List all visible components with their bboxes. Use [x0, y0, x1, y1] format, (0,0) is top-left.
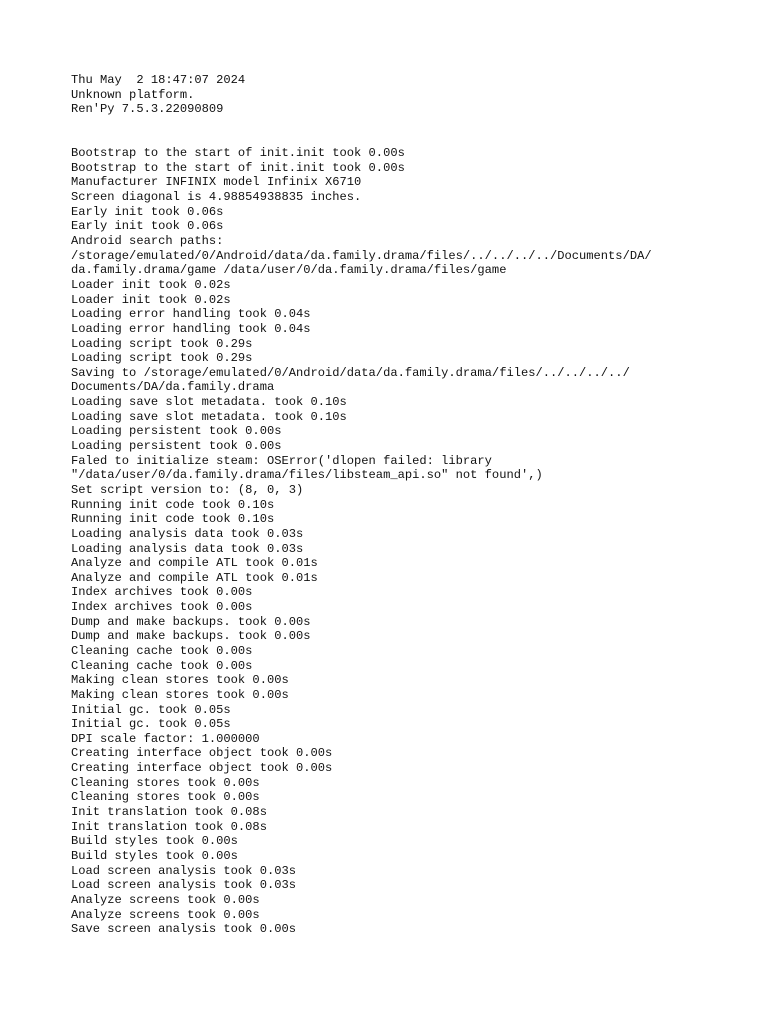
- log-line: Android search paths:: [71, 234, 224, 249]
- log-line: Ren'Py 7.5.3.22090809: [71, 102, 224, 117]
- log-line: Cleaning stores took 0.00s: [71, 775, 260, 790]
- log-line: Set script version to: (8, 0, 3): [71, 482, 304, 497]
- log-line: Loading analysis data took 0.03s: [71, 541, 304, 556]
- log-line: Initial gc. took 0.05s: [71, 717, 231, 732]
- log-line: Cleaning cache took 0.00s: [71, 658, 253, 673]
- log-line: Running init code took 0.10s: [71, 497, 275, 512]
- log-line: "/data/user/0/da.family.drama/files/libsteam_api.so" not found',): [71, 468, 543, 483]
- log-line: Creating interface object took 0.00s: [71, 746, 333, 761]
- log-line: Analyze screens took 0.00s: [71, 907, 260, 922]
- log-line: Bootstrap to the start of init.init took 0.00s: [71, 160, 405, 175]
- log-line: Loader init took 0.02s: [71, 277, 231, 292]
- log-line: Bootstrap to the start of init.init took 0.00s: [71, 146, 405, 161]
- log-line: Save screen analysis took 0.00s: [71, 922, 296, 937]
- log-line: Index archives took 0.00s: [71, 600, 253, 615]
- log-line: Loading save slot metadata. took 0.10s: [71, 395, 347, 410]
- log-line: Loading error handling took 0.04s: [71, 307, 311, 322]
- log-line: Dump and make backups. took 0.00s: [71, 614, 311, 629]
- log-line: DPI scale factor: 1.000000: [71, 731, 260, 746]
- log-line: Saving to /storage/emulated/0/Android/data/da.family.drama/files/../../../../: [71, 365, 630, 380]
- log-line: Making clean stores took 0.00s: [71, 687, 289, 702]
- log-line: Loading persistent took 0.00s: [71, 424, 282, 439]
- log-line: Load screen analysis took 0.03s: [71, 878, 296, 893]
- log-line: Initial gc. took 0.05s: [71, 702, 231, 717]
- log-line: Faled to initialize steam: OSError('dlopen failed: library: [71, 453, 492, 468]
- log-line: Running init code took 0.10s: [71, 512, 275, 527]
- log-line: Cleaning stores took 0.00s: [71, 790, 260, 805]
- log-line: Early init took 0.06s: [71, 219, 224, 234]
- log-line: Thu May 2 18:47:07 2024: [71, 73, 246, 87]
- log-line: Unknown platform.: [71, 87, 195, 102]
- log-line: da.family.drama/game /data/user/0/da.family.drama/files/game: [71, 263, 507, 278]
- log-line: Dump and make backups. took 0.00s: [71, 629, 311, 644]
- log-line: Loading save slot metadata. took 0.10s: [71, 409, 347, 424]
- log-line: Index archives took 0.00s: [71, 585, 253, 600]
- log-line: Loading script took 0.29s: [71, 351, 253, 366]
- log-line: Creating interface object took 0.00s: [71, 761, 333, 776]
- log-line: Load screen analysis took 0.03s: [71, 863, 296, 878]
- log-line: [71, 117, 751, 132]
- log-line: Making clean stores took 0.00s: [71, 673, 289, 688]
- log-line: /storage/emulated/0/Android/data/da.family.drama/files/../../../../Documents/DA/: [71, 248, 652, 263]
- log-line: Cleaning cache took 0.00s: [71, 643, 253, 658]
- log-line: Loading persistent took 0.00s: [71, 439, 282, 454]
- log-line: Screen diagonal is 4.98854938835 inches.: [71, 190, 362, 205]
- log-line: Init translation took 0.08s: [71, 819, 267, 834]
- log-line: Init translation took 0.08s: [71, 805, 267, 820]
- log-line: Analyze screens took 0.00s: [71, 892, 260, 907]
- log-line: Build styles took 0.00s: [71, 848, 238, 863]
- log-line: Loader init took 0.02s: [71, 292, 231, 307]
- log-line: Analyze and compile ATL took 0.01s: [71, 556, 318, 571]
- log-line: Loading analysis data took 0.03s: [71, 526, 304, 541]
- log-line: [71, 132, 751, 147]
- log-line: Analyze and compile ATL took 0.01s: [71, 570, 318, 585]
- log-line: Loading error handling took 0.04s: [71, 321, 311, 336]
- log-line: Documents/DA/da.family.drama: [71, 380, 275, 395]
- log-document: [71, 73, 751, 937]
- log-line: Loading script took 0.29s: [71, 336, 253, 351]
- log-line: Early init took 0.06s: [71, 204, 224, 219]
- log-line: Manufacturer INFINIX model Infinix X6710: [71, 175, 362, 190]
- log-line: Build styles took 0.00s: [71, 834, 238, 849]
